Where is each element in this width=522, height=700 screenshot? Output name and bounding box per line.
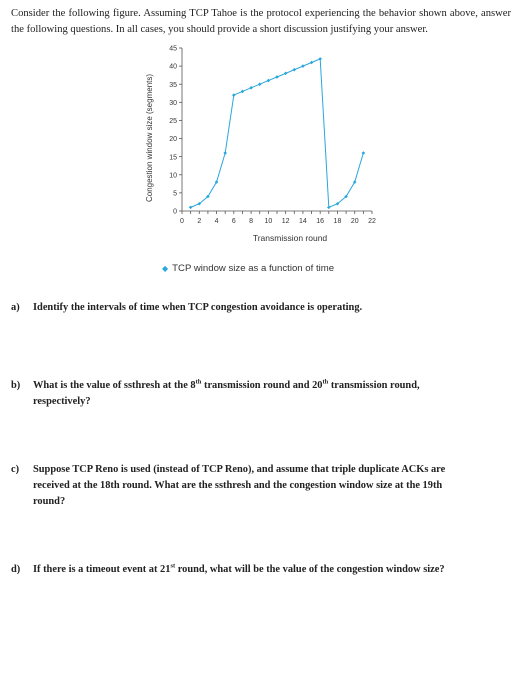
y-axis-label: Congestion window size (segments) bbox=[145, 73, 154, 203]
y-axis bbox=[169, 46, 182, 216]
y-tick-label: 20 bbox=[169, 136, 177, 144]
x-tick-label: 8 bbox=[249, 218, 254, 225]
data-point bbox=[223, 151, 227, 155]
y-tick-label: 10 bbox=[169, 172, 177, 180]
superscript: th bbox=[195, 378, 202, 386]
data-point bbox=[318, 57, 322, 61]
data-point bbox=[310, 61, 314, 65]
question-label: a) bbox=[11, 302, 20, 313]
x-tick-label: 10 bbox=[264, 218, 273, 225]
data-point bbox=[267, 79, 271, 83]
data-point bbox=[232, 93, 236, 97]
question-label: c) bbox=[11, 464, 20, 475]
x-tick-label: 0 bbox=[180, 218, 184, 225]
x-tick-label: 18 bbox=[333, 218, 342, 225]
question-text-line2: respectively? bbox=[33, 396, 91, 407]
question-b bbox=[11, 378, 501, 410]
question-text: If there is a timeout event at 21 bbox=[33, 564, 171, 575]
x-axis bbox=[180, 211, 376, 225]
y-tick-label: 0 bbox=[173, 208, 177, 216]
data-point bbox=[249, 86, 253, 90]
x-tick-label: 16 bbox=[316, 218, 325, 225]
question-text-line3: round? bbox=[33, 496, 66, 507]
x-axis-label: Transmission round bbox=[252, 233, 328, 243]
x-tick-label: 12 bbox=[281, 218, 290, 225]
question-label: d) bbox=[11, 564, 21, 575]
data-point bbox=[362, 151, 366, 155]
x-tick-label: 4 bbox=[214, 218, 219, 225]
question-label: b) bbox=[11, 380, 21, 391]
x-tick-label: 2 bbox=[197, 218, 202, 225]
y-tick-label: 35 bbox=[169, 81, 177, 89]
y-tick-label: 40 bbox=[169, 63, 177, 71]
x-tick-label: 22 bbox=[368, 218, 376, 225]
data-point bbox=[241, 90, 245, 94]
x-tick-label: 6 bbox=[231, 218, 236, 225]
legend-label: TCP window size as a function of time bbox=[172, 263, 335, 274]
data-point bbox=[327, 206, 331, 210]
data-point bbox=[189, 206, 193, 210]
data-point bbox=[258, 82, 262, 86]
y-tick-label: 15 bbox=[169, 154, 177, 162]
x-tick-label: 20 bbox=[350, 218, 359, 225]
data-point bbox=[284, 72, 288, 76]
question-text: transmission round and 20 bbox=[201, 380, 323, 391]
y-tick-label: 5 bbox=[173, 190, 177, 198]
question-text: transmission round, bbox=[328, 380, 420, 391]
question-text: Suppose TCP Reno is used (instead of TCP Reno), and assume that triple duplicate ACKs are bbox=[33, 464, 446, 475]
question-d bbox=[11, 562, 501, 578]
superscript: st bbox=[170, 562, 176, 570]
question-a bbox=[11, 300, 501, 316]
question-c bbox=[11, 462, 501, 510]
series-line bbox=[189, 57, 365, 209]
y-tick-label: 45 bbox=[169, 45, 177, 53]
series-line bbox=[191, 59, 364, 208]
question-text: round, what will be the value of the congestion window size? bbox=[175, 564, 445, 575]
legend-marker-icon: ◆ bbox=[162, 264, 169, 273]
question-text-line2: received at the 18th round. What are the ssthresh and the congestion window size at the 19th bbox=[33, 480, 443, 491]
y-tick-label: 30 bbox=[169, 99, 177, 107]
superscript: th bbox=[322, 378, 329, 386]
congestion-window-chart bbox=[140, 40, 380, 255]
data-point bbox=[292, 68, 296, 72]
data-point bbox=[275, 75, 279, 79]
chart-legend bbox=[162, 263, 334, 274]
y-tick-label: 25 bbox=[169, 118, 177, 126]
intro-paragraph: Consider the following figure. Assuming TCP Tahoe is the protocol experiencing the behavior shown above, answer the following questions. In all cases, you should provide a short discussion justifying your answer. bbox=[11, 8, 511, 35]
x-tick-label: 14 bbox=[299, 218, 307, 225]
question-text: What is the value of ssthresh at the 8 bbox=[33, 380, 196, 391]
question-text: Identify the intervals of time when TCP congestion avoidance is operating. bbox=[33, 302, 363, 313]
data-point bbox=[301, 64, 305, 68]
